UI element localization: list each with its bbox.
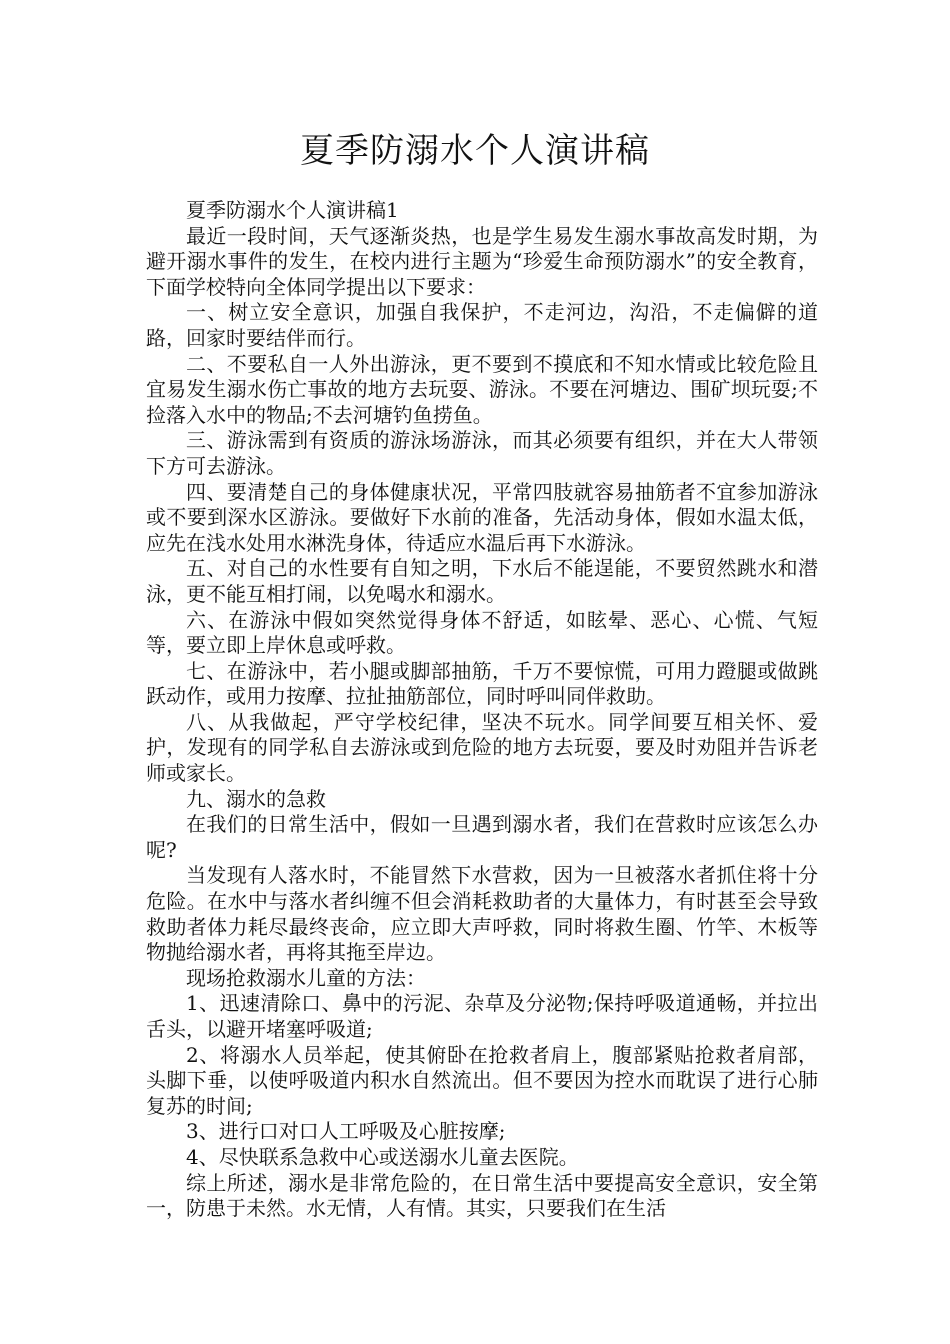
method-step-1: 1、迅速清除口、鼻中的污泥、杂草及分泌物;保持呼吸道通畅，并拉出舌头，以避开堵塞呼吸道;	[146, 991, 818, 1041]
method-step-2: 2、将溺水人员举起，使其俯卧在抢救者肩上，腹部紧贴抢救者肩部，头脚下垂，以使呼吸道内积水自然流出。但不要因为控水而耽误了进行心肺复苏的时间;	[146, 1042, 818, 1118]
intro-paragraph: 最近一段时间，天气逐渐炎热，也是学生易发生溺水事故高发时期，为避开溺水事件的发生，在校内进行主题为“珍爱生命预防溺水”的安全教育，下面学校特向全体同学提出以下要求：	[146, 223, 818, 299]
document-body	[146, 198, 818, 1222]
rule-9-heading: 九、溺水的急救	[186, 786, 326, 811]
rule-8-paragraph: 八、从我做起，严守学校纪律，坚决不玩水。同学间要互相关怀、爱护，发现有的同学私自去游泳或到危险的地方去玩耍，要及时劝阻并告诉老师或家长。	[146, 709, 818, 786]
rescue-advice-paragraph: 当发现有人落水时，不能冒然下水营救，因为一旦被落水者抓住将十分危险。在水中与落水者纠缠不但会消耗救助者的大量体力，有时甚至会导致救助者体力耗尽最终丧命，应立即大声呼救，同时将救生圈、竹竿、木板等物抛给溺水者，再将其拖至岸边。	[146, 863, 818, 965]
rule-3-paragraph: 三、游泳需到有资质的游泳场游泳，而其必须要有组织，并在大人带领下方可去游泳。	[146, 428, 818, 478]
rule-2-paragraph: 二、不要私自一人外出游泳，更不要到不摸底和不知水情或比较危险且宜易发生溺水伤亡事故的地方去玩耍、游泳。不要在河塘边、围矿坝玩耍;不捡落入水中的物品;不去河塘钓鱼捞鱼。	[146, 351, 818, 427]
rule-5-paragraph: 五、对自己的水性要有自知之明，下水后不能逞能，不要贸然跳水和潜泳，更不能互相打闹，以免喝水和溺水。	[146, 556, 818, 606]
document-title: 夏季防溺水个人演讲稿	[300, 131, 650, 171]
method-heading: 现场抢救溺水儿童的方法：	[186, 965, 426, 990]
rescue-question-paragraph: 在我们的日常生活中，假如一旦遇到溺水者，我们在营救时应该怎么办呢?	[146, 812, 818, 862]
method-step-3: 3、进行口对口人工呼吸及心脏按摩;	[186, 1119, 506, 1144]
rule-1-paragraph: 一、树立安全意识，加强自我保护，不走河边，沟沿，不走偏僻的道路，回家时要结伴而行。	[146, 300, 818, 350]
rule-7-paragraph: 七、在游泳中，若小腿或脚部抽筋，千万不要惊慌，可用力蹬腿或做跳跃动作，或用力按摩、拉扯抽筋部位，同时呼叫同伴救助。	[146, 658, 818, 709]
subtitle-paragraph: 夏季防溺水个人演讲稿1	[186, 198, 399, 222]
conclusion-paragraph: 综上所述，溺水是非常危险的，在日常生活中要提高安全意识，安全第一，防患于未然。水无情，人有情。其实，只要我们在生活	[146, 1170, 818, 1221]
rule-4-paragraph: 四、要清楚自己的身体健康状况，平常四肢就容易抽筋者不宜参加游泳或不要到深水区游泳。要做好下水前的准备，先活动身体，假如水温太低，应先在浅水处用水淋洗身体，待适应水温后再下水游泳。	[146, 479, 818, 555]
method-step-4: 4、尽快联系急救中心或送溺水儿童去医院。	[186, 1144, 579, 1169]
rule-6-paragraph: 六、在游泳中假如突然觉得身体不舒适，如眩晕、恶心、心慌、气短等，要立即上岸休息或呼救。	[146, 607, 818, 658]
